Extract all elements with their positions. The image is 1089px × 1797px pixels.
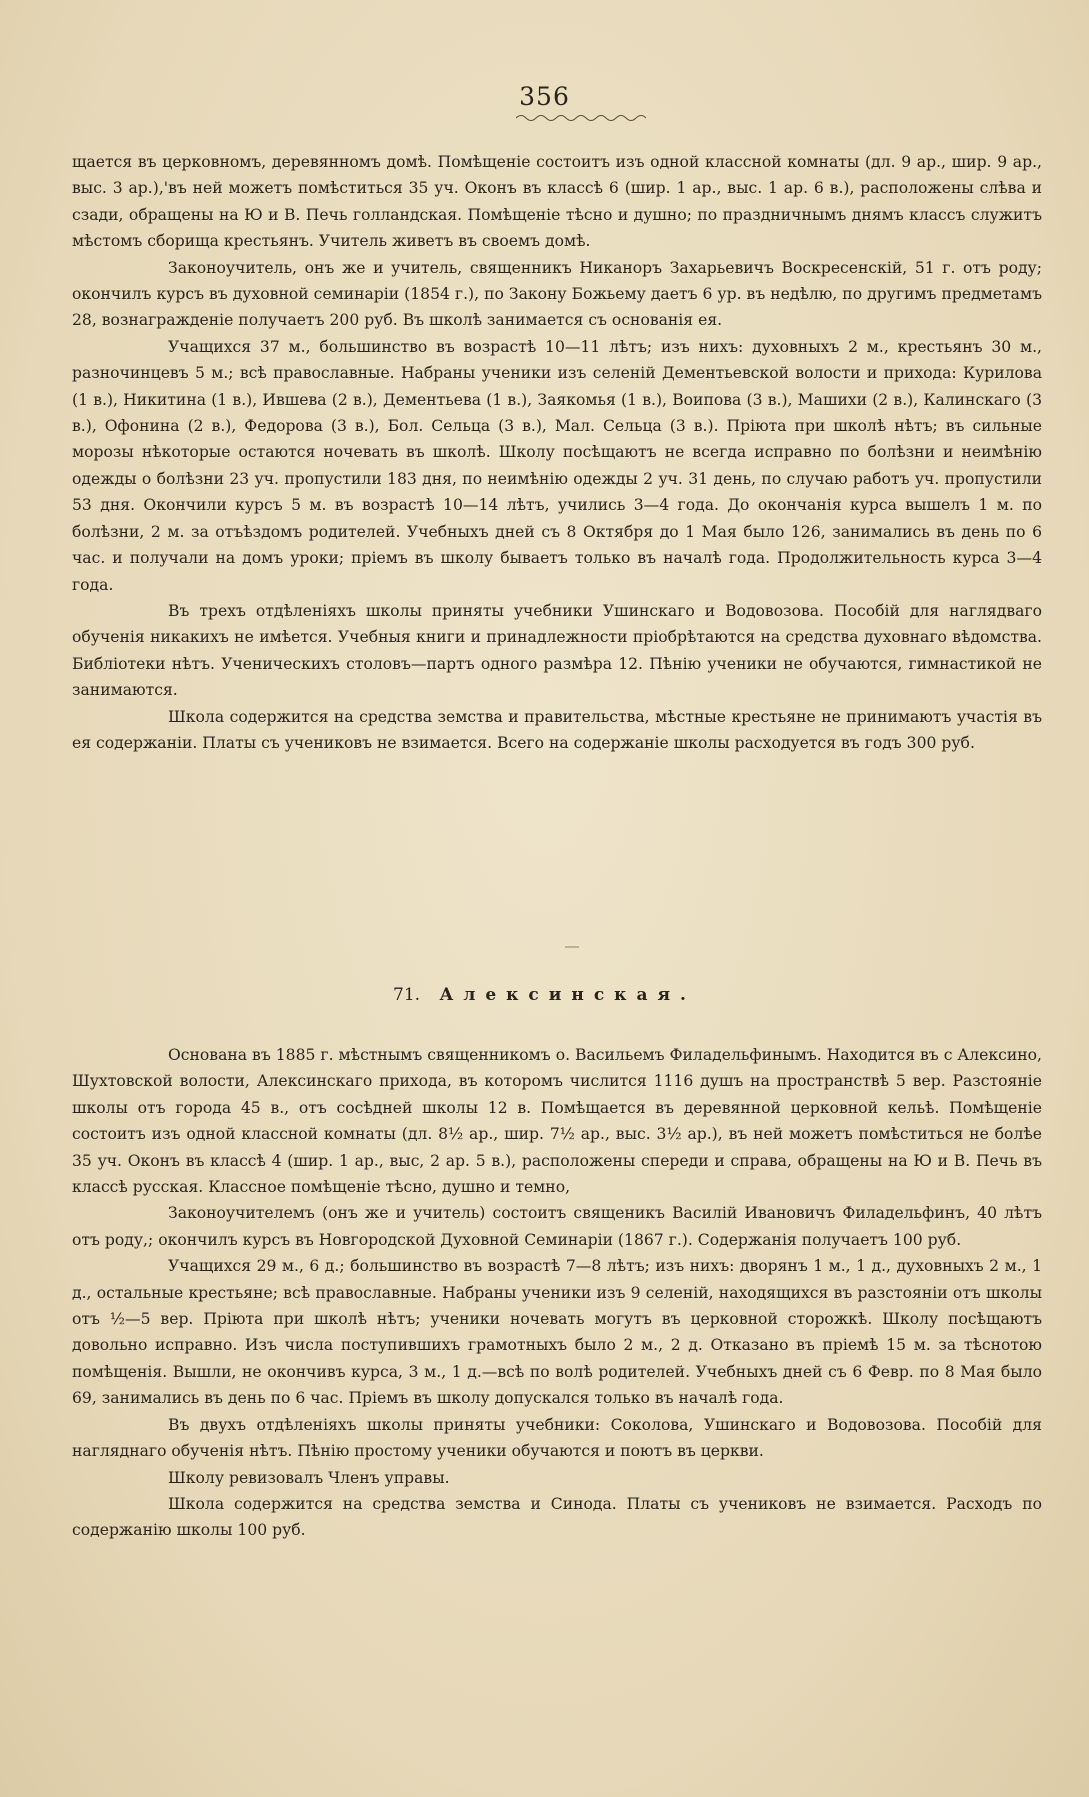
school-70-section — [72, 149, 1042, 756]
section-number: 71. — [393, 985, 421, 1005]
paragraph: щается въ церковномъ, деревянномъ домѣ. Помѣщеніе состоитъ изъ одной классной комнаты (дл. 9 ар., шир. 9 ар., выс. 3 ар.),'въ ней можетъ помѣститься 35 уч. Оконъ въ классѣ 6 (шир. 1 ар., выс. 1 ар. 6 в.), расположены слѣва и сзади, обращены на Ю и В. Печь голландская. Помѣщеніе тѣсно и душно; по праздничнымъ днямъ классъ служитъ мѣстомъ сборища крестьянъ. Учитель живетъ въ своемъ домѣ. — [72, 153, 1042, 251]
paragraph: Учащихся 29 м., 6 д.; большинство въ возрастѣ 7—8 лѣтъ; изъ нихъ: дворянъ 1 м., 1 д., духовныхъ 2 м., 1 д., остальные крестьяне; всѣ православные. Набраны ученики изъ 9 селеній, находящихся въ разстояніи отъ школы отъ ½—5 вер. Пріюта при школѣ нѣтъ; ученики ночевать могутъ въ церковной сторожкѣ. Школу посѣщаютъ довольно исправно. Изъ числа поступившихъ грамотныхъ было 2 м., 2 д. Отказано въ пріемѣ 15 м. за тѣснотою помѣщенія. Вышли, не окончивъ курса, 3 м., 1 д.—всѣ по волѣ родителей. Учебныхъ дней съ 6 Февр. по 8 Мая было 69, занимались въ день по 6 час. Пріемъ въ школу допускался только въ началѣ года. — [72, 1257, 1042, 1408]
paragraph: Въ трехъ отдѣленіяхъ школы приняты учебники Ушинскаго и Водовозова. Пособій для наглядваго обученія никакихъ не имѣется. Учебныя книги и принадлежности пріобрѣтаются на средства духовнаго вѣдомства. Библіотеки нѣтъ. Ученическихъ столовъ—партъ одного размѣра 12. Пѣнію ученики не обучаются, гимнастикой не занимаются. — [72, 601, 1042, 700]
paragraph: Школу ревизовалъ Членъ управы. — [168, 1468, 450, 1487]
section-heading — [0, 985, 1089, 1005]
wavy-ornament — [516, 113, 646, 123]
paragraph: Въ двухъ отдѣленіяхъ школы приняты учебники: Соколова, Ушинскаго и Водовозова. Пособій для нагляднаго обученія нѣтъ. Пѣнію простому ученики обучаются и поютъ въ церкви. — [72, 1415, 1042, 1461]
divider-mark — [565, 946, 579, 948]
paragraph: Законоучителемъ (онъ же и учитель) состоитъ священикъ Василій Ивановичъ Филадельфинъ, 40 лѣтъ отъ роду,; окончилъ курсъ въ Новгородской Духовной Семинаріи (1867 г.). Содержанія получаетъ 100 руб. — [72, 1204, 1042, 1249]
school-71-section — [72, 1042, 1042, 1544]
page-number: 356 — [519, 82, 570, 111]
paragraph: Основана въ 1885 г. мѣстнымъ священникомъ о. Васильемъ Филадельфинымъ. Находится въ с Алексино, Шухтовской волости, Алексинскаго прихода, въ которомъ числится 1116 душъ на пространствѣ 5 вер. Разстояніе школы отъ города 45 в., отъ сосѣдней школы 12 в. Помѣщается въ деревянной церковной кельѣ. Помѣщеніе состоитъ изъ одной классной комнаты (дл. 8½ ар., шир. 7½ ар., выс. 3½ ар.), въ ней можетъ помѣститься не болѣе 35 уч. Оконъ въ классѣ 4 (шир. 1 ар., выс, 2 ар. 5 в.), расположены спереди и справа, обращены на Ю и В. Печь въ классѣ русская. Классное помѣщеніе тѣсно, душно и темно, — [72, 1046, 1042, 1197]
paragraph: Законоучитель, онъ же и учитель, священникъ Никаноръ Захарьевичъ Воскресенскій, 51 г. отъ роду; окончилъ курсъ въ духовной семинаріи (1854 г.), по Закону Божьему даетъ 6 ур. въ недѣлю, по другимъ предметамъ 28, вознагражденіе получаетъ 200 руб. Въ школѣ занимается съ основанія ея. — [72, 258, 1042, 330]
paragraph: Школа содержится на средства земства и Синода. Платы съ учениковъ не взимается. Расходъ по содержанію школы 100 руб. — [72, 1494, 1042, 1540]
paragraph: Учащихся 37 м., большинство въ возрастѣ 10—11 лѣтъ; изъ нихъ: духовныхъ 2 м., крестьянъ 30 м., разночинцевъ 5 м.; всѣ православные. Набраны ученики изъ селеній Дементьевской волости и прихода: Курилова (1 в.), Никитина (1 в.), Ившева (2 в.), Дементьева (1 в.), Заякомья (1 в.), Воипова (3 в.), Машихи (2 в.), Калинскаго (3 в.), Офонина (2 в.), Федорова (3 в.), Бол. Сельца (3 в.), Мал. Сельца (3 в.). Пріюта при школѣ нѣтъ; въ сильные морозы нѣкоторые остаются ночевать въ школѣ. Школу посѣщаютъ не всегда исправно по болѣзни и неимѣнію одежды о болѣзни 23 уч. пропустили 183 дня, по неимѣнію одежды 2 уч. 31 день, по случаю работъ уч. пропустили 53 дня. Окончили курсъ 5 м. въ возрастѣ 10—14 лѣтъ, учились 3—4 года. До окончанія курса вышелъ 1 м. по болѣзни, 2 м. за отъѣздомъ родителей. Учебныхъ дней съ 8 Октября до 1 Мая было 126, занимались въ день по 6 час. и получали на домъ уроки; пріемъ въ школу бываетъ только въ началѣ года. Продолжительность курса 3—4 года. — [72, 337, 1042, 594]
paragraph: Школа содержится на средства земства и правительства, мѣстные крестьяне не принимаютъ участія въ ея содержаніи. Платы съ учениковъ не взимается. Всего на содержаніе школы расходуется въ годъ 300 руб. — [72, 707, 1042, 752]
section-title: Алексинская. — [439, 985, 696, 1005]
